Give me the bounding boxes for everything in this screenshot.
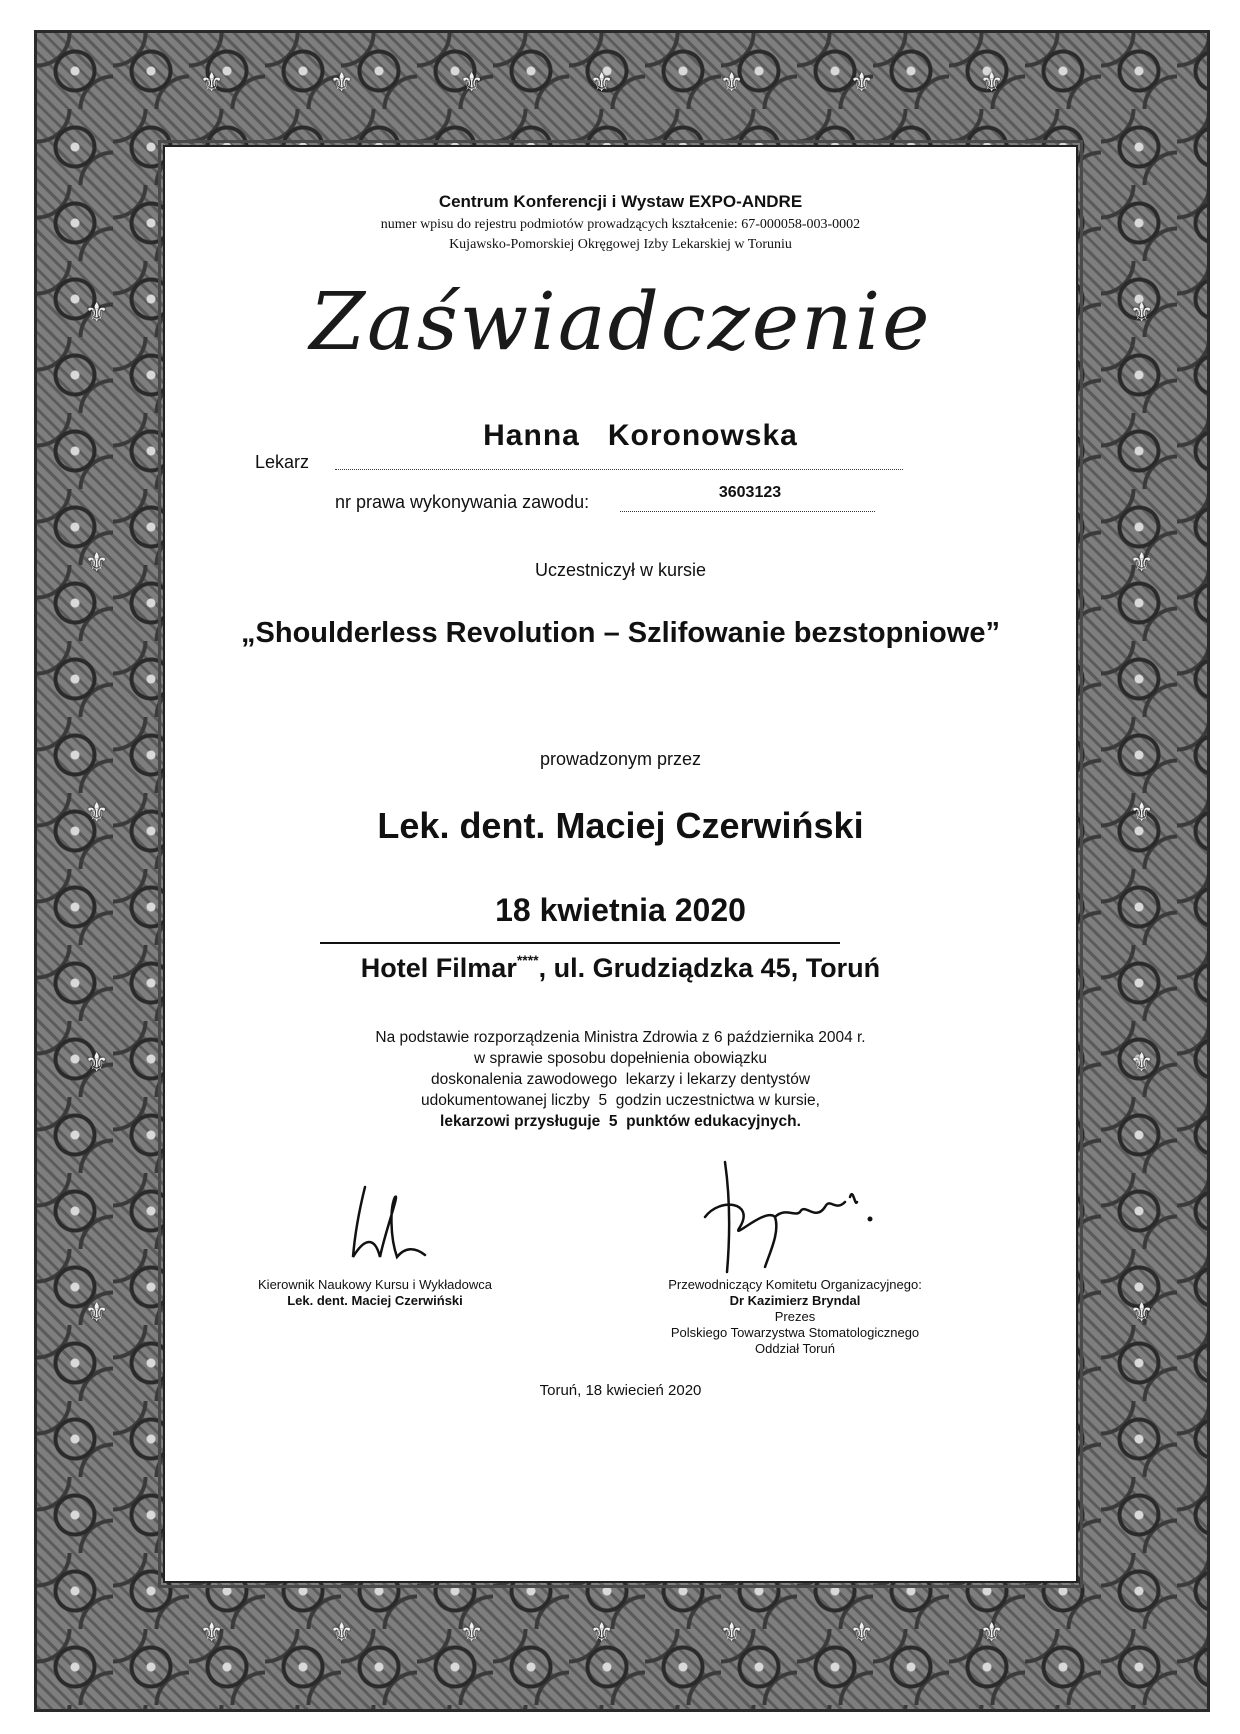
license-number: 3603123 <box>718 484 782 501</box>
fleur-de-lis-icon: ⚜ <box>1130 298 1154 328</box>
right-signatory-title: Prezes <box>774 1309 816 1324</box>
venue-stars: **** <box>516 952 539 968</box>
fleur-de-lis-icon: ⚜ <box>850 68 874 98</box>
lecturer-name: Lek. dent. Maciej Czerwiński <box>377 805 864 846</box>
recipient-name: Hanna Koronowska <box>483 419 798 452</box>
venue <box>165 952 1076 984</box>
fleur-de-lis-icon: ⚜ <box>1130 548 1154 578</box>
left-signature <box>335 1177 445 1272</box>
fleur-de-lis-icon: ⚜ <box>720 68 744 98</box>
legal-line-4: udokumentowanej liczby 5 godzin uczestnictwa w kursie, <box>421 1092 820 1109</box>
license-label: nr prawa wykonywania zawodu: <box>335 492 590 512</box>
right-signatory-role: Przewodniczący Komitetu Organizacyjnego: <box>668 1277 922 1292</box>
fleur-de-lis-icon: ⚜ <box>590 1618 614 1648</box>
fleur-de-lis-icon: ⚜ <box>200 68 224 98</box>
fleur-de-lis-icon: ⚜ <box>1130 1048 1154 1078</box>
fleur-de-lis-icon: ⚜ <box>1130 798 1154 828</box>
certificate-title: Zaświadczenie <box>309 275 932 368</box>
fleur-de-lis-icon: ⚜ <box>85 1048 109 1078</box>
right-signatory <box>635 1277 955 1357</box>
left-signatory-name: Lek. dent. Maciej Czerwiński <box>287 1293 463 1308</box>
venue-main: Hotel Filmar <box>360 953 517 983</box>
right-signatory-org: Polskiego Towarzystwa Stomatologicznego <box>670 1325 920 1340</box>
license-dotted-line <box>620 511 875 512</box>
fleur-de-lis-icon: ⚜ <box>720 1618 744 1648</box>
fleur-de-lis-icon: ⚜ <box>850 1618 874 1648</box>
participated-label: Uczestniczył w kursie <box>534 560 707 580</box>
fleur-de-lis-icon: ⚜ <box>980 1618 1004 1648</box>
venue-address: , ul. Grudziądzka 45, Toruń <box>538 953 881 983</box>
certificate-body <box>163 145 1078 1583</box>
fleur-de-lis-icon: ⚜ <box>85 548 109 578</box>
fleur-de-lis-icon: ⚜ <box>1130 1298 1154 1328</box>
led-by-label: prowadzonym przez <box>539 749 702 769</box>
registry-number: numer wpisu do rejestru podmiotów prowadzących kształcenie: 67-000058-003-0002 <box>380 217 861 232</box>
legal-basis <box>165 1027 1076 1132</box>
left-signatory-role: Kierownik Naukowy Kursu i Wykładowca <box>258 1277 492 1292</box>
legal-line-1: Na podstawie rozporządzenia Ministra Zdrowia z 6 października 2004 r. <box>375 1029 866 1046</box>
fleur-de-lis-icon: ⚜ <box>85 798 109 828</box>
left-signatory <box>230 1277 520 1309</box>
fleur-de-lis-icon: ⚜ <box>590 68 614 98</box>
fleur-de-lis-icon: ⚜ <box>460 1618 484 1648</box>
course-name: „Shoulderless Revolution – Szlifowanie bezstopniowe” <box>241 617 1000 649</box>
chamber-name: Kujawsko-Pomorskiej Okręgowej Izby Lekarskiej w Toruniu <box>449 237 792 252</box>
right-signature <box>685 1157 885 1277</box>
legal-line-3: doskonalenia zawodowego lekarzy i lekarzy dentystów <box>430 1071 811 1088</box>
right-signatory-name: Dr Kazimierz Bryndal <box>729 1293 861 1308</box>
organizer-name: Centrum Konferencji i Wystaw EXPO-ANDRE <box>438 192 803 211</box>
divider-line <box>320 942 840 944</box>
recipient-label: Lekarz <box>255 452 310 472</box>
fleur-de-lis-icon: ⚜ <box>85 298 109 328</box>
legal-line-5: lekarzowi przysługuje 5 punktów edukacyjnych. <box>440 1113 801 1130</box>
fleur-de-lis-icon: ⚜ <box>980 68 1004 98</box>
name-dotted-line <box>335 469 903 470</box>
fleur-de-lis-icon: ⚜ <box>200 1618 224 1648</box>
right-signatory-branch: Oddział Toruń <box>755 1341 835 1356</box>
fleur-de-lis-icon: ⚜ <box>330 1618 354 1648</box>
fleur-de-lis-icon: ⚜ <box>460 68 484 98</box>
place-and-date: Toruń, 18 kwiecień 2020 <box>539 1382 702 1399</box>
course-date: 18 kwietnia 2020 <box>495 892 746 928</box>
fleur-de-lis-icon: ⚜ <box>330 68 354 98</box>
legal-line-2: w sprawie sposobu dopełnienia obowiązku <box>474 1050 767 1067</box>
fleur-de-lis-icon: ⚜ <box>85 1298 109 1328</box>
